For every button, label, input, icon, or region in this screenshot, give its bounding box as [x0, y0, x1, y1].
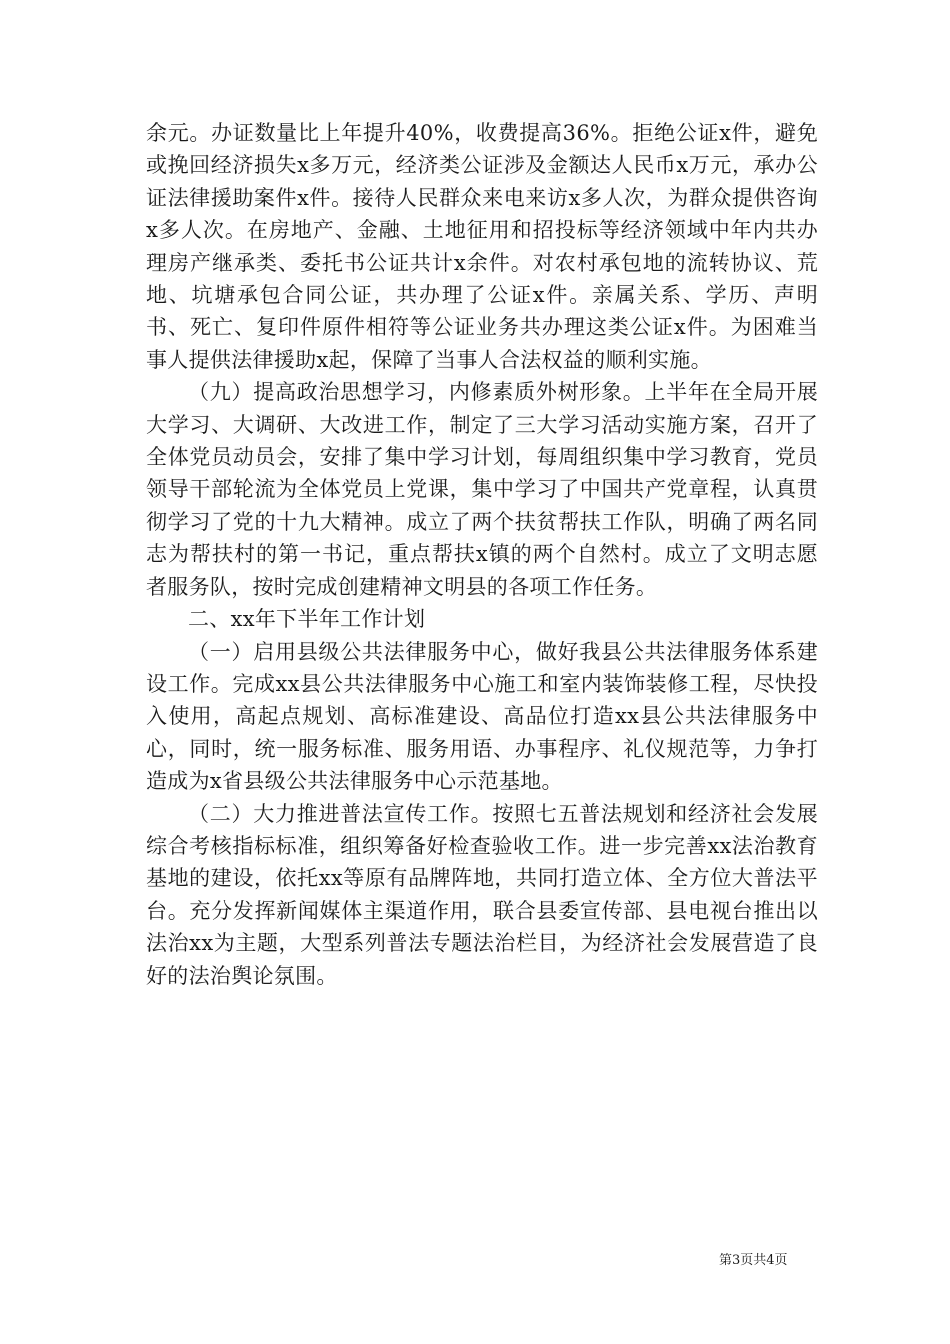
document-body [146, 117, 818, 992]
paragraph-1: 余元。办证数量比上年提升40%，收费提高36%。拒绝公证x件，避免或挽回经济损失x多万元，经济类公证涉及金额达人民币x万元，承办公证法律援助案件x件。接待人民群众来电来访x多人次，为群众提供咨询x多人次。在房地产、金融、土地征用和招投标等经济领域中年内共办理房产继承类、委托书公证共计x余件。对农村承包地的流转协议、荒地、坑塘承包合同公证，共办理了公证x件。亲属关系、学历、声明书、死亡、复印件原件相符等公证业务共办理这类公证x件。为困难当事人提供法律援助x起，保障了当事人合法权益的顺利实施。 [146, 121, 818, 372]
paragraph-4: （二）大力推进普法宣传工作。按照七五普法规划和经济社会发展综合考核指标标准，组织筹备好检查验收工作。进一步完善xx法治教育基地的建设，依托xx等原有品牌阵地，共同打造立体、全方位大普法平台。充分发挥新闻媒体主渠道作用，联合县委宣传部、县电视台推出以法治xx为主题，大型系列普法专题法治栏目，为经济社会发展营造了良好的法治舆论氛围。 [146, 801, 818, 988]
page-number: 第3页共4页 [719, 1253, 788, 1268]
paragraph-3: （一）启用县级公共法律服务中心，做好我县公共法律服务体系建设工作。完成xx县公共法律服务中心施工和室内装饰装修工程，尽快投入使用，高起点规划、高标准建设、高品位打造xx县公共法律服务中心，同时，统一服务标准、服务用语、办事程序、礼仪规范等，力争打造成为x省县级公共法律服务中心示范基地。 [146, 639, 818, 794]
paragraph-2: （九）提高政治思想学习，内修素质外树形象。上半年在全局开展大学习、大调研、大改进工作，制定了三大学习活动实施方案，召开了全体党员动员会，安排了集中学习计划，每周组织集中学习教育，党员领导干部轮流为全体党员上党课，集中学习了中国共产党章程，认真贯彻学习了党的十九大精神。成立了两个扶贫帮扶工作队，明确了两名同志为帮扶村的第一书记，重点帮扶x镇的两个自然村。成立了文明志愿者服务队，按时完成创建精神文明县的各项工作任务。 [146, 380, 818, 599]
section-heading: 二、xx年下半年工作计划 [188, 607, 426, 632]
